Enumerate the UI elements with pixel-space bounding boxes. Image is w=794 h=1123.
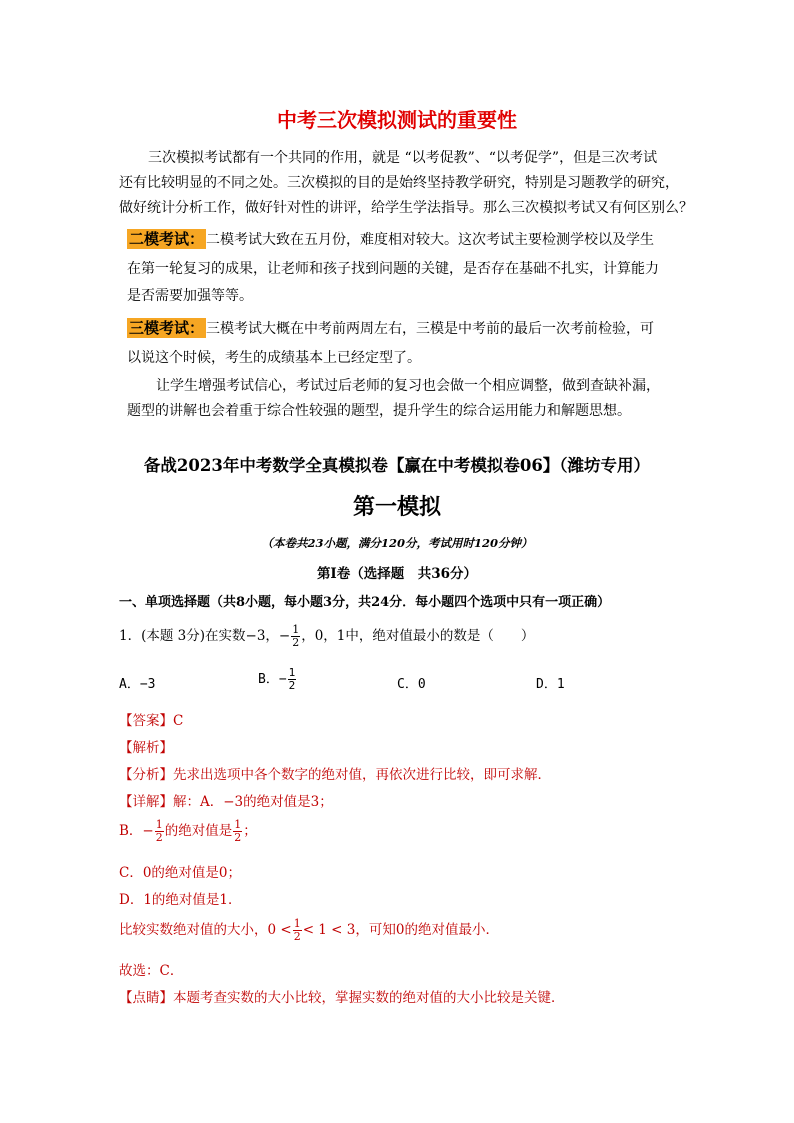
xiangjie-line: 【详解】解：A．−3的绝对值是3； <box>119 794 333 810</box>
solution-b-line <box>119 819 257 844</box>
question-neg: − <box>278 628 291 644</box>
second-mock-line-2: 在第一轮复习的成果，让老师和孩子找到问题的关键，是否存在基础不扎实，计算能力 <box>127 261 659 277</box>
solution-b-frac2-num: 1 <box>234 818 242 831</box>
question-frac-num: 1 <box>292 623 300 636</box>
second-mock-label: 二模考试： <box>129 230 205 248</box>
third-mock-label: 三模考试： <box>129 319 205 337</box>
closing-line-2: 题型的讲解也会着重于综合性较强的题型，提升学生的综合运用能力和解题思想。 <box>127 403 631 419</box>
exam-note: （本卷共23小题，满分120分，考试用时120分钟） <box>261 536 533 550</box>
part-heading: 一、单项选择题（共8小题，每小题3分，共24分．每小题四个选项中只有一项正确） <box>119 595 611 610</box>
analysis-label: 【解析】 <box>119 740 173 756</box>
solution-c-line: C．0的绝对值是0； <box>119 865 242 881</box>
second-mock-line-3: 是否需要加强等等。 <box>127 288 253 304</box>
question-fraction <box>291 624 300 649</box>
option-b <box>258 667 297 692</box>
fenxi-line: 【分析】先求出选项中各个数字的绝对值，再依次进行比较，即可求解． <box>119 767 551 783</box>
compare-prefix: 比较实数绝对值的大小， <box>119 922 268 938</box>
intro-line-3: 做好统计分析工作，做好针对性的讲评，给学生学法指导。那么三次模拟考试又有何区别么？ <box>119 200 693 216</box>
option-c: C．0 <box>397 677 426 692</box>
solution-b-mid: 的绝对值是 <box>164 823 233 839</box>
solution-b-frac1-num: 1 <box>155 818 163 831</box>
third-mock-text-1: 三模考试大概在中考前两周左右，三模是中考前的最后一次考前检验，可 <box>206 321 655 337</box>
compare-line <box>119 918 499 943</box>
second-mock-text-1: 二模考试大致在五月份，难度相对较大。这次考试主要检测学校以及学生 <box>206 232 655 248</box>
option-b-fraction <box>288 667 297 692</box>
second-mock-line-1 <box>127 227 654 253</box>
third-mock-line-2: 以说这个时候，考生的成绩基本上已经定型了。 <box>127 350 421 366</box>
third-mock-line-1 <box>127 316 654 342</box>
choose-line: 故选：C． <box>119 963 184 979</box>
solution-b-frac2-den: 2 <box>234 831 242 844</box>
question-frac-den: 2 <box>292 636 300 649</box>
solution-b-fraction-1 <box>155 819 164 844</box>
intro-line-1: 三次模拟考试都有一个共同的作用，就是 “以考促教”、“以考促学”，但是三次考试 <box>148 150 658 166</box>
answer-line: 【答案】C <box>119 713 184 729</box>
solution-b-frac1-den: 2 <box>155 831 163 844</box>
option-b-frac-den: 2 <box>288 679 296 692</box>
compare-frac-num: 1 <box>293 917 301 930</box>
dianjing-line: 【点睛】本题考查实数的大小比较，掌握实数的绝对值的大小比较是关键． <box>119 990 565 1006</box>
compare-right: < 1 < 3 <box>302 922 356 938</box>
solution-b-end: ； <box>243 823 257 839</box>
solution-b-prefix: B．− <box>119 823 154 839</box>
compare-fraction <box>293 918 302 943</box>
option-b-label: B．− <box>258 672 287 687</box>
question-prefix: 1．(本题 3分)在实数−3， <box>119 628 279 644</box>
option-a: A．−3 <box>119 677 156 692</box>
exam-subtitle: 第一模拟 <box>352 494 441 520</box>
compare-frac-den: 2 <box>293 930 301 943</box>
page-title: 中考三次模拟测试的重要性 <box>277 108 517 132</box>
compare-left: 0 < <box>267 922 292 938</box>
solution-d-line: D．1的绝对值是1． <box>119 892 242 908</box>
closing-line-1: 让学生增强考试信心，考试过后老师的复习也会做一个相应调整，做到查缺补漏， <box>156 378 660 394</box>
exam-heading: 备战2023年中考数学全真模拟卷【赢在中考模拟卷06】（潍坊专用） <box>143 456 651 475</box>
question-1 <box>119 624 534 649</box>
section-heading: 第Ⅰ卷（选择题 共36分） <box>316 566 478 582</box>
intro-line-2: 还有比较明显的不同之处。三次模拟的目的是始终坚持教学研究，特别是习题教学的研究， <box>119 175 679 191</box>
solution-b-fraction-2 <box>233 819 242 844</box>
question-suffix: ，0，1中，绝对值最小的数是（ ） <box>301 628 535 644</box>
option-b-frac-num: 1 <box>288 666 296 679</box>
option-d: D．1 <box>536 677 565 692</box>
compare-suffix: ，可知0的绝对值最小． <box>355 922 499 938</box>
